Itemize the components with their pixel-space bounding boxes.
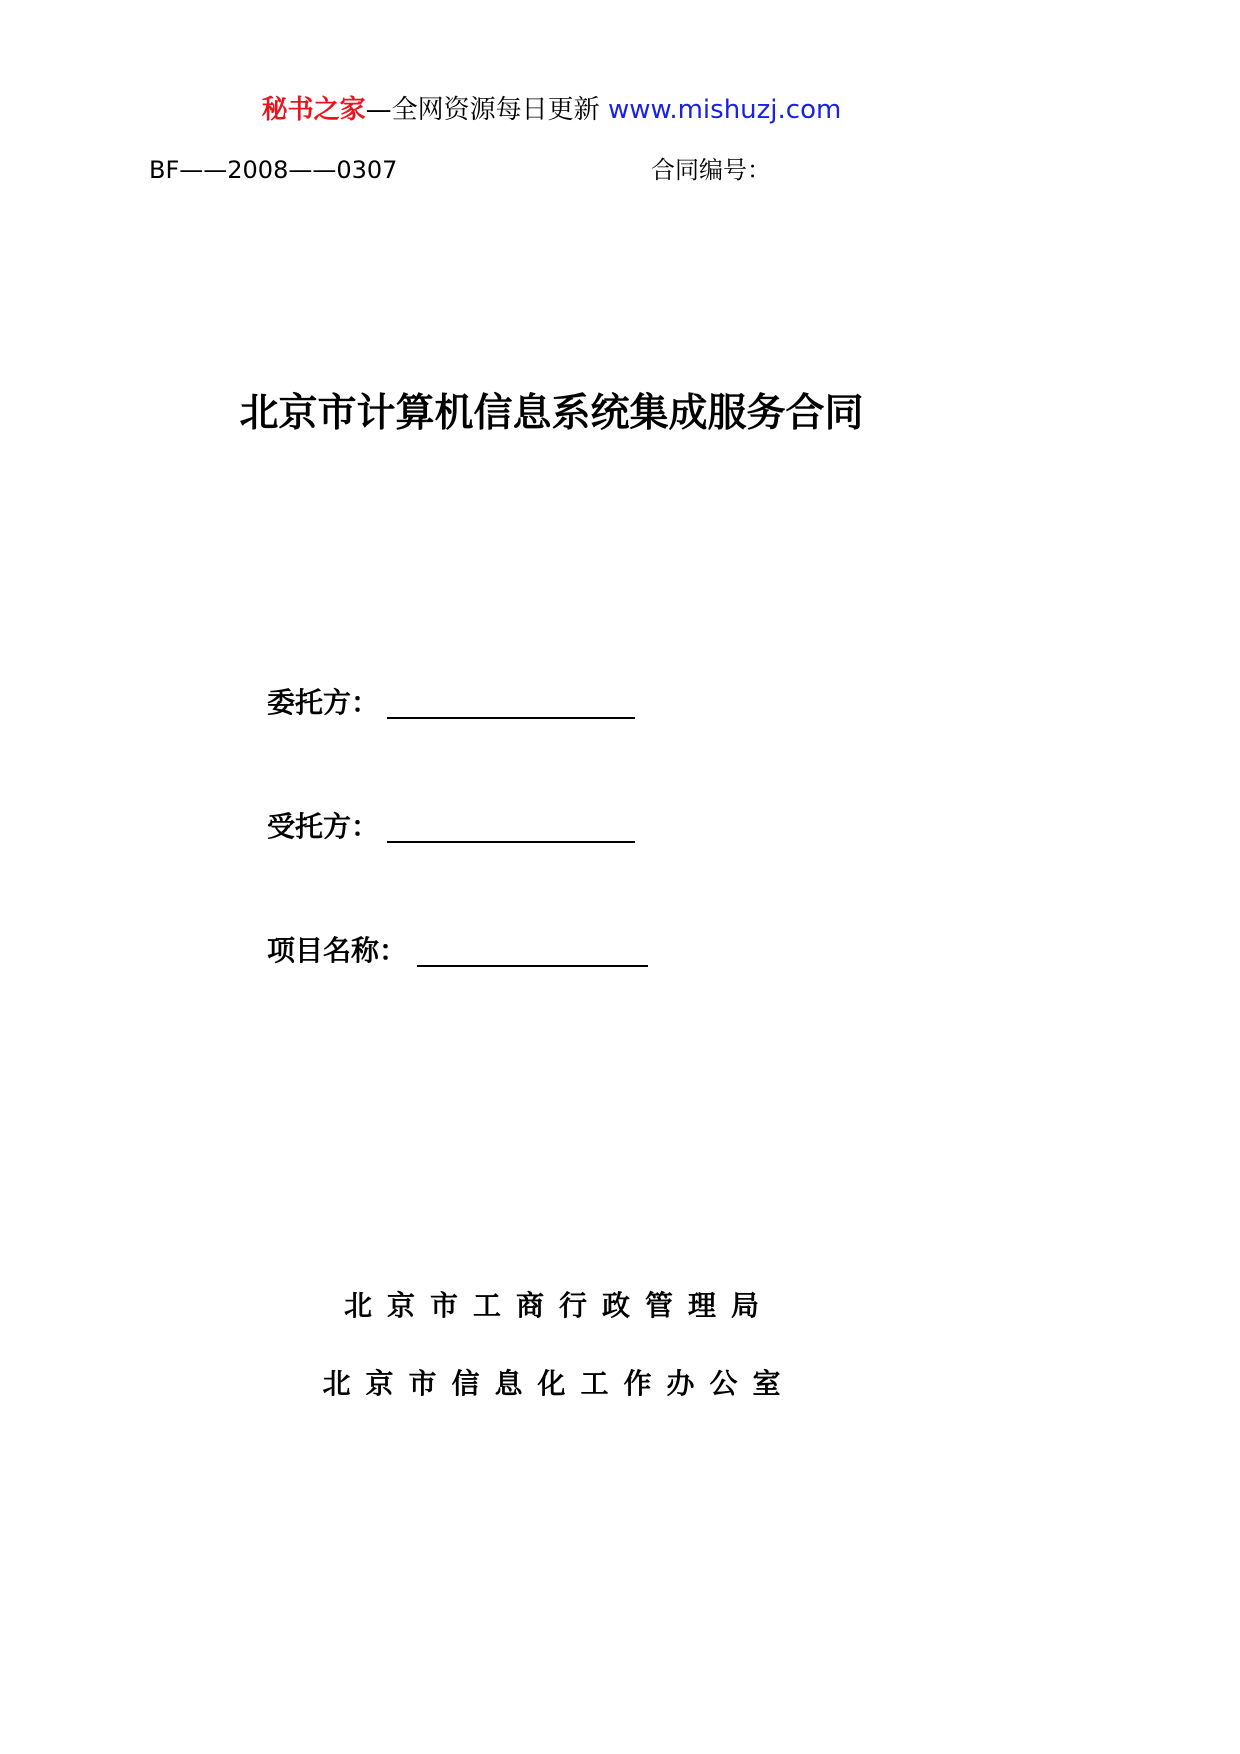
issuer-informatization-office: 北京市信息化工作办公室 [322,1367,796,1400]
contractor-blank-line [387,841,635,843]
client-label: 委托方： [267,686,380,719]
project-name-blank-line [417,965,648,967]
contract-number-label: 合同编号： [651,156,771,184]
document-code: BF——2008——0307 [149,156,398,184]
site-banner [0,90,1103,130]
issuer-administration: 北京市工商行政管理局 [343,1289,774,1322]
document-title: 北京市计算机信息系统集成服务合同 [239,391,864,436]
contractor-label: 受托方： [267,810,380,843]
site-url-link[interactable]: www.mishuzj.com [607,95,842,125]
client-blank-line [387,717,635,719]
site-name: 秘书之家 [261,95,366,125]
site-tagline: —全网资源每日更新 [365,95,608,125]
project-name-label: 项目名称： [267,934,408,967]
